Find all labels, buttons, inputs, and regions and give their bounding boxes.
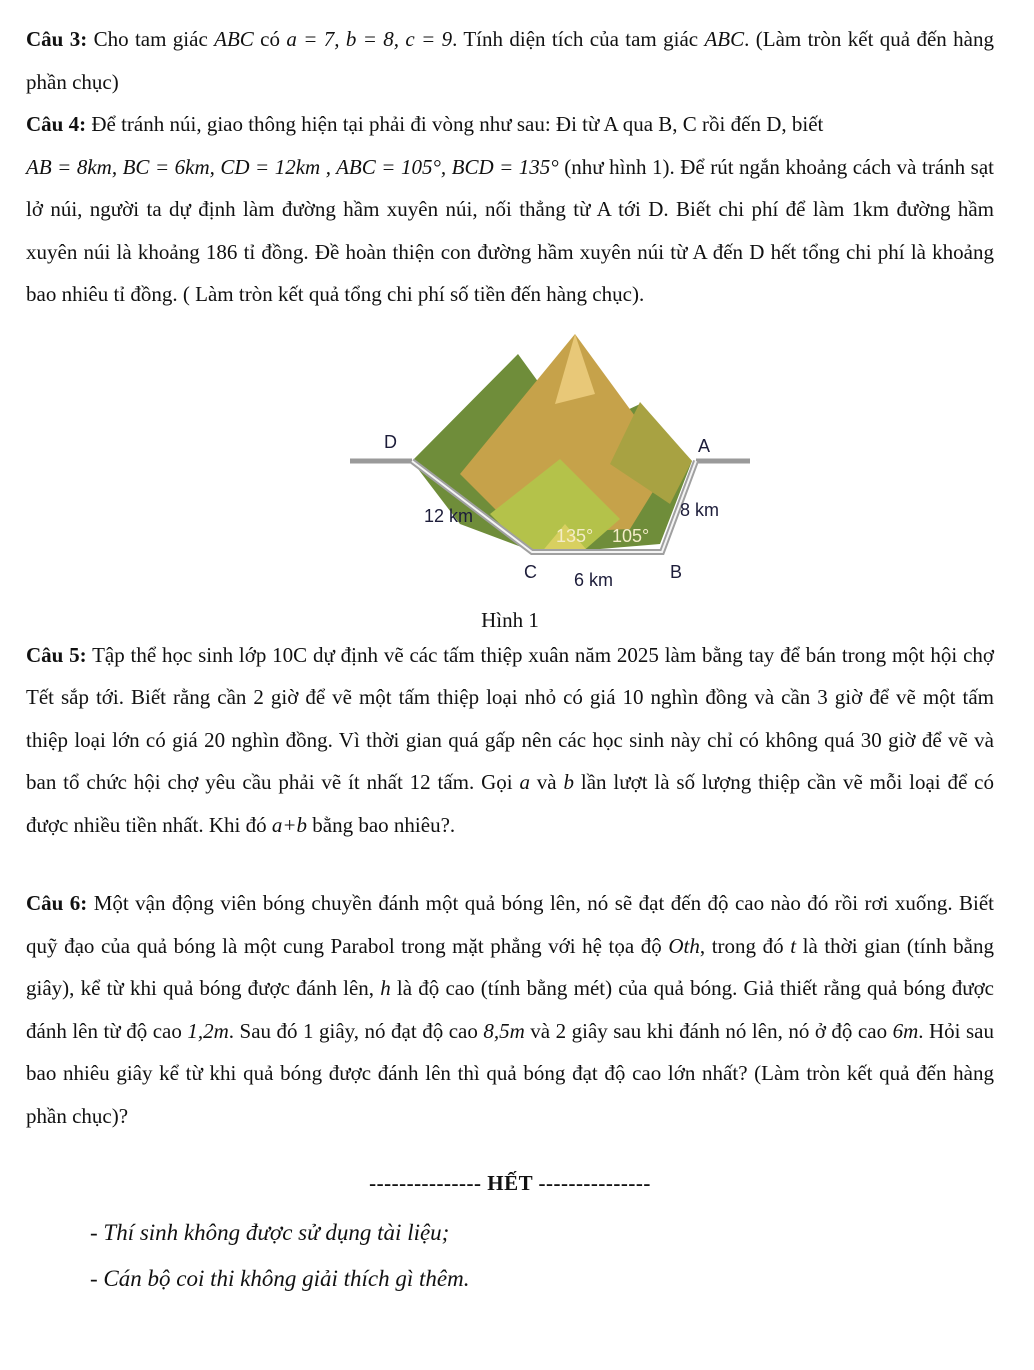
question-5-text: lần lượt là số lượng thiệp cần vẽ mỗi loại để có được nhiều tiền nhất. Khi đó xyxy=(26,770,994,837)
math-sides: a = 7, b = 8, c = 9 xyxy=(286,27,453,51)
math-given-lengths-angles: AB = 8km, BC = 6km, CD = 12km , ABC = 105°, BCD = 135° xyxy=(26,154,559,179)
question-3-label: Câu 3: xyxy=(26,27,88,51)
label-B: B xyxy=(670,561,683,582)
math-h1: 8,5m xyxy=(483,1018,525,1043)
question-4-text: Để tránh núi, giao thông hiện tại phải đi vòng như sau: Đi từ A qua B, C rồi đến D, biết xyxy=(86,112,824,136)
math-h: h xyxy=(380,976,391,1000)
math-abc: ABC xyxy=(704,27,745,51)
label-bc-length: 6 km xyxy=(574,569,614,590)
end-marker: --------------- HẾT --------------- xyxy=(369,1171,651,1195)
label-angle-b: 105° xyxy=(612,525,650,546)
question-3 xyxy=(26,18,994,103)
math-h2: 6m xyxy=(892,1018,919,1043)
exam-page xyxy=(26,18,994,1302)
question-5-label: Câu 5: xyxy=(26,642,87,667)
question-4 xyxy=(26,103,994,316)
question-3-text: . (Làm tròn kết quả đến hàng phần chục) xyxy=(26,27,994,94)
math-t: t xyxy=(790,933,797,958)
question-6-text: và 2 giây sau khi đánh nó lên, nó ở độ cao xyxy=(524,1018,893,1043)
label-C: C xyxy=(524,561,537,582)
mountain-tunnel-diagram xyxy=(340,324,760,604)
question-4-text: (như hình 1). Để rút ngắn khoảng cách và tránh sạt lở núi, người ta dự định làm đường hầm xuyên núi, nối thẳng từ A tới D. Biết chi phí để làm 1km đường hầm xuyên núi là khoảng 186 tỉ đồng. Đề hoàn thiện con đường hầm xuyên núi từ A đến D hết tổng chi phí là khoảng bao nhiêu tỉ đồng. ( Làm tròn kết quả tổng chi phí số tiền đến hàng chục). xyxy=(26,154,994,306)
question-3-text: . Tính diện tích của tam giác xyxy=(452,27,705,51)
question-5-text: và xyxy=(529,770,564,794)
question-4-label: Câu 4: xyxy=(26,112,87,136)
math-oth: Oth xyxy=(668,933,700,958)
label-A: A xyxy=(698,435,711,456)
question-6 xyxy=(26,882,994,1137)
question-6-text: là thời gian (tính bằng giây), kể từ khi quả bóng được đánh lên, xyxy=(26,933,994,1000)
figure-caption: Hình 1 xyxy=(481,607,539,632)
question-6-label: Câu 6: xyxy=(26,891,88,915)
question-3-text: Cho tam giác xyxy=(87,27,215,51)
label-D: D xyxy=(384,431,397,452)
label-ab-length: 8 km xyxy=(680,499,720,520)
question-6-text: Một vận động viên bóng chuyền đánh một quả bóng lên, nó sẽ đạt đến độ cao nào đó rồi rơi xuống. Biết quỹ đạo của quả bóng là một cung Parabol trong mặt phẳng với hệ tọa độ xyxy=(26,891,995,958)
label-cd-length: 12 km xyxy=(424,505,474,526)
math-b: b xyxy=(563,770,574,794)
question-6-text: , trong đó xyxy=(699,933,791,958)
note-no-explanation: - Cán bộ coi thi không giải thích gì thêm. xyxy=(90,1266,470,1291)
note-no-materials: - Thí sinh không được sử dụng tài liệu; xyxy=(90,1220,450,1245)
question-5-text: Tập thể học sinh lớp 10C dự định vẽ các tấm thiệp xuân năm 2025 làm bằng tay để bán trong một hội chợ Tết sắp tới. Biết rằng cần 2 giờ để vẽ một tấm thiệp loại nhỏ có giá 10 nghìn đồng và cần 3 giờ để vẽ một tấm thiệp loại lớn có giá 20 nghìn đồng. Vì thời gian quá gấp nên các học sinh này chỉ có không quá 30 giờ để vẽ và ban tổ chức hội chợ yêu cầu phải vẽ ít nhất 12 tấm. Gọi xyxy=(26,642,994,794)
figure-1 xyxy=(26,324,994,634)
math-h0: 1,2m xyxy=(187,1018,229,1043)
question-6-text: . Sau đó 1 giây, nó đạt độ cao xyxy=(228,1018,484,1043)
question-5 xyxy=(26,634,994,847)
exam-notes xyxy=(90,1210,994,1302)
math-a: a xyxy=(519,770,530,794)
question-3-text: có xyxy=(253,27,287,51)
math-a-plus-b: a+b xyxy=(271,812,308,837)
question-5-text: bằng bao nhiêu?. xyxy=(307,812,456,837)
question-6-text: là độ cao (tính bằng mét) của quả bóng. Giả thiết rằng quả bóng được đánh lên từ độ cao xyxy=(26,976,995,1043)
math-abc: ABC xyxy=(214,27,254,51)
question-6-text: . Hỏi sau bao nhiêu giây kể từ khi quả bóng được đánh lên thì quả bóng đạt độ cao lớn nhất? (Làm tròn kết quả đến hàng phần chục)? xyxy=(26,1018,994,1128)
label-angle-c: 135° xyxy=(556,525,594,546)
